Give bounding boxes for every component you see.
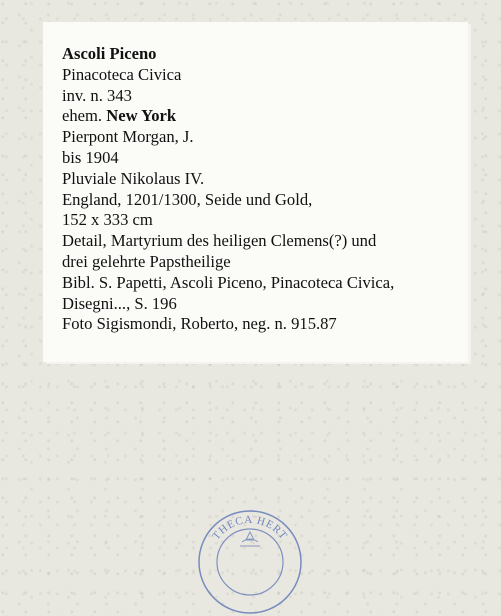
record-former-location	[62, 106, 462, 127]
former-place: New York	[106, 106, 177, 126]
former-prefix: ehem.	[62, 106, 103, 126]
record-former-collection: Pierpont Morgan, J.	[62, 127, 194, 147]
record-detail-line-2: drei gelehrte Papstheilige	[62, 251, 231, 271]
record-detail-line-1: Detail, Martyrium des heiligen Clemens(?) und	[62, 231, 377, 251]
stamp-outer-ring	[199, 511, 301, 613]
stamp-emblem-icon	[240, 532, 260, 546]
stamp-text-path: THECA HERT	[210, 513, 290, 543]
record-dimensions: 152 x 333 cm	[62, 210, 153, 230]
record-origin-material: England, 1201/1300, Seide und Gold,	[62, 189, 313, 209]
record-bibliography-line-2: Disegni..., S. 196	[62, 293, 177, 313]
record-inventory: inv. n. 343	[62, 85, 132, 105]
record-photo-credit: Foto Sigismondi, Roberto, neg. n. 915.87	[62, 314, 337, 334]
catalog-record	[62, 44, 462, 335]
record-object: Pluviale Nikolaus IV.	[62, 168, 205, 188]
record-bibliography-line-1: Bibl. S. Papetti, Ascoli Piceno, Pinacoteca Civica,	[62, 272, 395, 292]
record-place: Ascoli Piceno	[62, 44, 157, 63]
stamp-text	[210, 514, 289, 542]
record-museum: Pinacoteca Civica	[62, 64, 182, 84]
library-stamp	[196, 508, 304, 616]
record-until: bis 1904	[62, 147, 119, 167]
